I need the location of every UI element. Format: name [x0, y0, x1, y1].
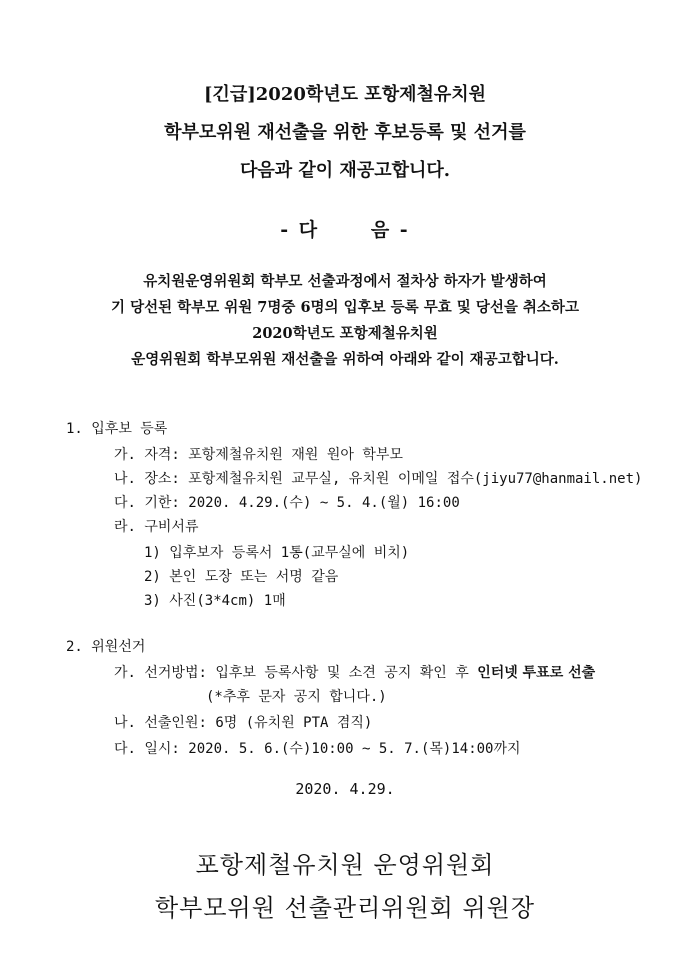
election-schedule: 다. 일시: 2020. 5. 6.(수)10:00 ~ 5. 7.(목)14:00까지	[114, 741, 521, 757]
election-method-emphasis: 인터넷 투표로 선출	[477, 665, 596, 681]
title-line-3: 다음과 같이 재공고합니다.	[239, 160, 451, 181]
registration-item: 가. 자격: 포항제철유치원 재원 원아 학부모	[114, 447, 403, 463]
signature-line-2: 학부모위원 선출관리위원회 위원장	[154, 894, 536, 922]
document-item: 3) 사진(3*4cm) 1매	[144, 593, 286, 609]
title-line-1: [긴급]2020학년도 포항제철유치원	[203, 84, 487, 105]
signature-line-1: 포항제철유치원 운영위원회	[195, 851, 495, 879]
notice-date: 2020. 4.29.	[295, 780, 395, 798]
intro-line-1: 유치원운영위원회 학부모 선출과정에서 절차상 하자가 발생하여	[143, 273, 547, 290]
document-item: 2) 본인 도장 또는 서명 같음	[144, 569, 339, 585]
document-item: 1) 입후보자 등록서 1통(교무실에 비치)	[144, 545, 410, 561]
registration-title: 1. 입후보 등록	[66, 421, 168, 437]
title-line-2: 학부모위원 재선출을 위한 후보등록 및 선거를	[164, 122, 526, 143]
election-method-text: 가. 선거방법: 입후보 등록사항 및 소견 공지 확인 후	[114, 665, 478, 681]
election-method-note: (*추후 문자 공지 합니다.)	[206, 689, 387, 705]
intro-line-3: 2020학년도 포항제철유치원	[252, 325, 438, 342]
election-count: 나. 선출인원: 6명 (유치원 PTA 겸직)	[114, 715, 373, 731]
intro-line-4: 운영위원회 학부모위원 재선출을 위하여 아래와 같이 재공고합니다.	[131, 351, 559, 368]
election-method	[114, 662, 595, 682]
registration-item: 나. 장소: 포항제철유치원 교무실, 유치원 이메일 접수(jiyu77@hanmail.net)	[114, 471, 643, 487]
section-heading: - 다 음 -	[280, 219, 410, 241]
election-title: 2. 위원선거	[66, 639, 146, 655]
registration-item: 라. 구비서류	[114, 519, 199, 535]
registration-item: 다. 기한: 2020. 4.29.(수) ~ 5. 4.(월) 16:00	[114, 495, 460, 511]
intro-line-2: 기 당선된 학부모 위원 7명중 6명의 입후보 등록 무효 및 당선을 취소하고	[111, 299, 579, 316]
